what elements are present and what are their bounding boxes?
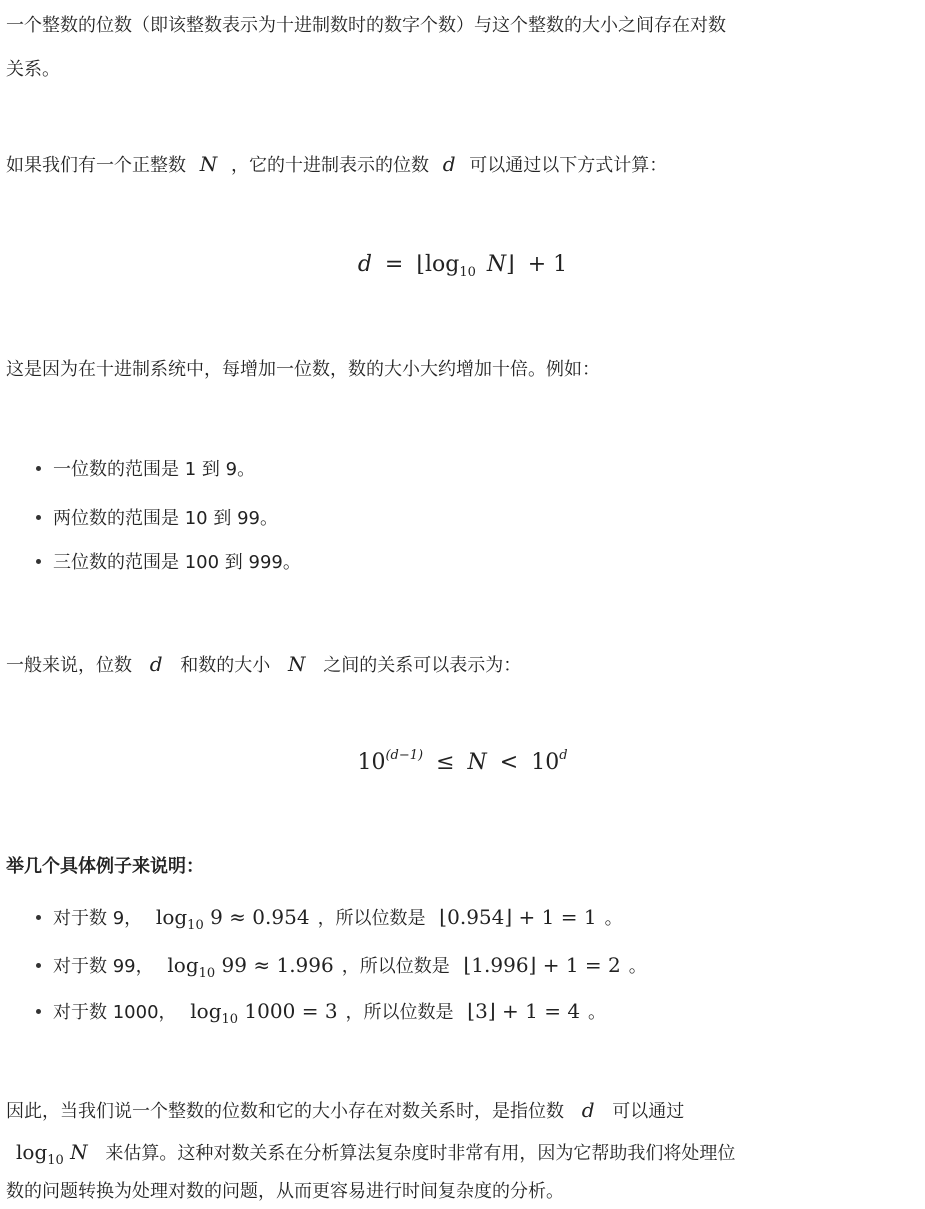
bullet-icon xyxy=(36,1009,41,1014)
para2-text-a: 如果我们有一个正整数 xyxy=(6,155,186,176)
bullet-icon xyxy=(36,963,41,968)
conclusion-line-2: $\log_{10} N$ 来估算。这种对数关系在分析算法复杂度时非常有用，因为它帮助我们将处理位 xyxy=(16,1140,736,1168)
var-n: N xyxy=(199,152,218,176)
list-item: 对于数 1000， $\log_{10} 1000 = 3$ ，所以位数是 ⌊3⌋ + 1 = 4 。 xyxy=(36,997,606,1034)
list-item: 对于数 9， $\log_{10} 9 \approx 0.954$ ，所以位数是 ⌊0.954⌋ + 1 = 1 。 xyxy=(36,903,623,940)
list-item: 两位数的范围是 10 到 99。 xyxy=(36,505,278,533)
conclusion-line-1: 因此，当我们说一个整数的位数和它的大小存在对数关系时，是指位数 d 可以通过 xyxy=(6,1098,685,1122)
bullet-icon xyxy=(36,915,41,920)
paragraph-decimal-explanation: 这是因为在十进制系统中，每增加一位数，数的大小大约增加十倍。例如： xyxy=(6,359,600,380)
intro-line-2: 关系。 xyxy=(6,59,60,80)
paragraph-digit-count xyxy=(6,150,667,180)
bullet-icon xyxy=(36,515,41,520)
paragraph-general-relation: 一般来说，位数 d 和数的大小 N 之间的关系可以表示为： xyxy=(6,652,522,676)
bullet-icon xyxy=(36,559,41,564)
list-item: 三位数的范围是 100 到 999。 xyxy=(36,549,301,577)
para2-text-c: 可以通过以下方式计算： xyxy=(469,155,668,176)
para2-text-b: ，它的十进制表示的位数 xyxy=(230,155,429,176)
examples-heading: 举几个具体例子来说明： xyxy=(6,856,204,877)
formula-digit-count: $d = ⌊\log_{10}$ N⌋ + 1 xyxy=(357,252,568,280)
list-item: 对于数 99， $\log_{10} 99 \approx 1.996$ ，所以位数是 ⌊1.996⌋ + 1 = 2 。 xyxy=(36,951,647,988)
list-item: 一位数的范围是 1 到 9。 xyxy=(36,456,255,484)
bullet-icon xyxy=(36,466,41,471)
intro-line-1: 一个整数的位数（即该整数表示为十进制数时的数字个数）与这个整数的大小之间存在对数 xyxy=(6,15,726,36)
conclusion-line-3: 数的问题转换为处理对数的问题，从而更容易进行时间复杂度的分析。 xyxy=(6,1181,564,1202)
var-d: d xyxy=(442,152,456,176)
formula-range-bounds: $10^{(d-1)} \le N < 10^d$ xyxy=(357,748,568,775)
